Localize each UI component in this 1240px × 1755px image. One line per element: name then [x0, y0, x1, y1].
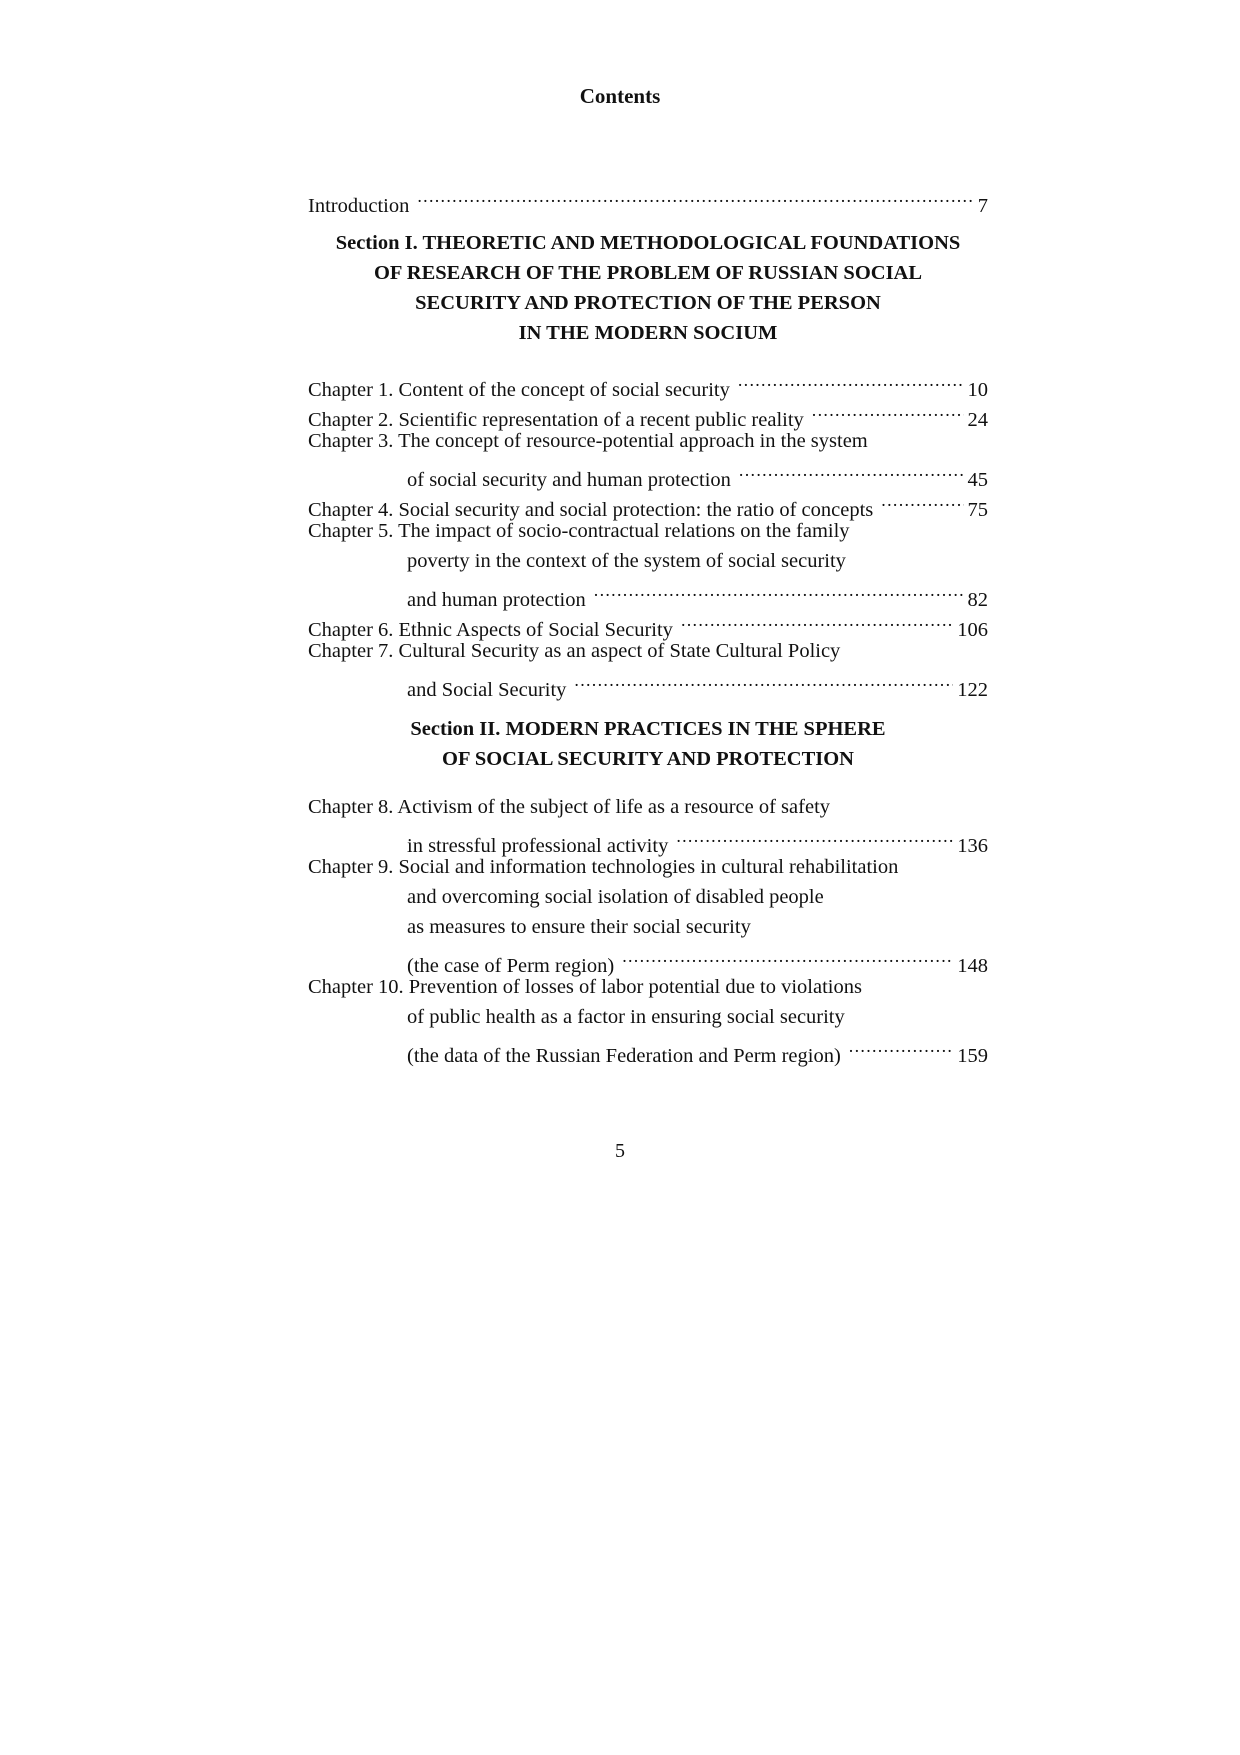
- page-title: Contents: [579, 84, 661, 108]
- toc-entry-text: Chapter 2. Scientific representation of a recent public reality: [308, 409, 804, 431]
- toc-entry-text: Chapter 8. Activism of the subject of life as a resource of safety: [308, 796, 831, 818]
- table-of-contents: [308, 182, 988, 1067]
- dot-leader: [622, 942, 953, 972]
- toc-entry-text: Chapter 3. The concept of resource-potential approach in the system: [308, 430, 868, 452]
- toc-page-number: 82: [967, 589, 988, 611]
- section-heading-line: Section II. MODERN PRACTICES IN THE SPHERE: [410, 718, 886, 740]
- section-heading-line: IN THE MODERN SOCIUM: [518, 322, 778, 344]
- toc-entry-introduction[interactable]: [308, 182, 988, 217]
- toc-entry-text: Chapter 5. The impact of socio-contractual relations on the family: [308, 520, 850, 542]
- toc-entry-text: Chapter 4. Social security and social protection: the ratio of concepts: [308, 499, 874, 521]
- dot-leader: [594, 576, 964, 606]
- toc-entry-text: Chapter 1. Content of the concept of social security: [308, 379, 730, 401]
- section-heading-line: OF SOCIAL SECURITY AND PROTECTION: [442, 748, 854, 770]
- toc-page-number: 75: [967, 499, 988, 521]
- dot-leader: [812, 396, 964, 426]
- section-heading-line: OF RESEARCH OF THE PROBLEM OF RUSSIAN SOCIAL: [373, 262, 923, 284]
- toc-entry-text: Chapter 7. Cultural Security as an aspect of State Cultural Policy: [308, 640, 841, 662]
- toc-entry-chapter-5[interactable]: [308, 516, 988, 611]
- toc-entry-text-continued: of social security and human protection: [407, 469, 731, 491]
- toc-entry-text: Chapter 9. Social and information technologies in cultural rehabilitation: [308, 856, 899, 878]
- dot-leader: [681, 606, 953, 636]
- section-heading-line: Section I. THEORETIC AND METHODOLOGICAL FOUNDATIONS: [335, 232, 961, 254]
- toc-page-number: 159: [957, 1045, 988, 1067]
- section-heading-2: [308, 714, 988, 774]
- dot-leader: [739, 456, 964, 486]
- toc-page-number: 7: [977, 195, 988, 217]
- toc-entry-text-continued: poverty in the context of the system of social security: [407, 550, 846, 572]
- dot-leader: [574, 666, 953, 696]
- toc-entry-chapter-1[interactable]: [308, 366, 988, 401]
- toc-entry-chapter-7[interactable]: [308, 636, 988, 701]
- dot-leader: [881, 486, 963, 516]
- toc-page-number: 45: [967, 469, 988, 491]
- section-heading-line: SECURITY AND PROTECTION OF THE PERSON: [415, 292, 881, 314]
- toc-entry-text: Chapter 6. Ethnic Aspects of Social Security: [308, 619, 673, 641]
- toc-page-number: 122: [957, 679, 988, 701]
- toc-page-number: 106: [957, 619, 988, 641]
- toc-entry-text-continued: (the data of the Russian Federation and Perm region): [407, 1045, 841, 1067]
- toc-page-number: 10: [967, 379, 988, 401]
- toc-entry-chapter-10[interactable]: [308, 972, 988, 1067]
- toc-entry-text-continued: and human protection: [407, 589, 586, 611]
- toc-page-number: 24: [967, 409, 988, 431]
- dot-leader: [676, 822, 953, 852]
- page-number: 5: [615, 1140, 625, 1162]
- toc-entry-chapter-9[interactable]: [308, 852, 988, 977]
- toc-entry-chapter-8[interactable]: [308, 792, 988, 857]
- toc-entry-text: Chapter 10. Prevention of losses of labor potential due to violations: [308, 976, 862, 998]
- toc-page-number: 148: [957, 955, 988, 977]
- toc-entry-text-continued: and Social Security: [407, 679, 567, 701]
- toc-entry-text-continued: in stressful professional activity: [407, 835, 669, 857]
- dot-leader: [738, 366, 964, 396]
- toc-entry-text-continued: (the case of Perm region): [407, 955, 615, 977]
- toc-entry-chapter-3[interactable]: [308, 426, 988, 491]
- section-heading-1: [308, 228, 988, 348]
- toc-entry-text-continued: and overcoming social isolation of disabled people: [407, 886, 824, 908]
- toc-page-number: 136: [957, 835, 988, 857]
- toc-entry-text-continued: as measures to ensure their social security: [407, 916, 751, 938]
- dot-leader: [417, 182, 973, 212]
- dot-leader: [849, 1032, 953, 1062]
- toc-entry-text-continued: of public health as a factor in ensuring social security: [407, 1006, 845, 1028]
- toc-entry-text: Introduction: [308, 195, 410, 217]
